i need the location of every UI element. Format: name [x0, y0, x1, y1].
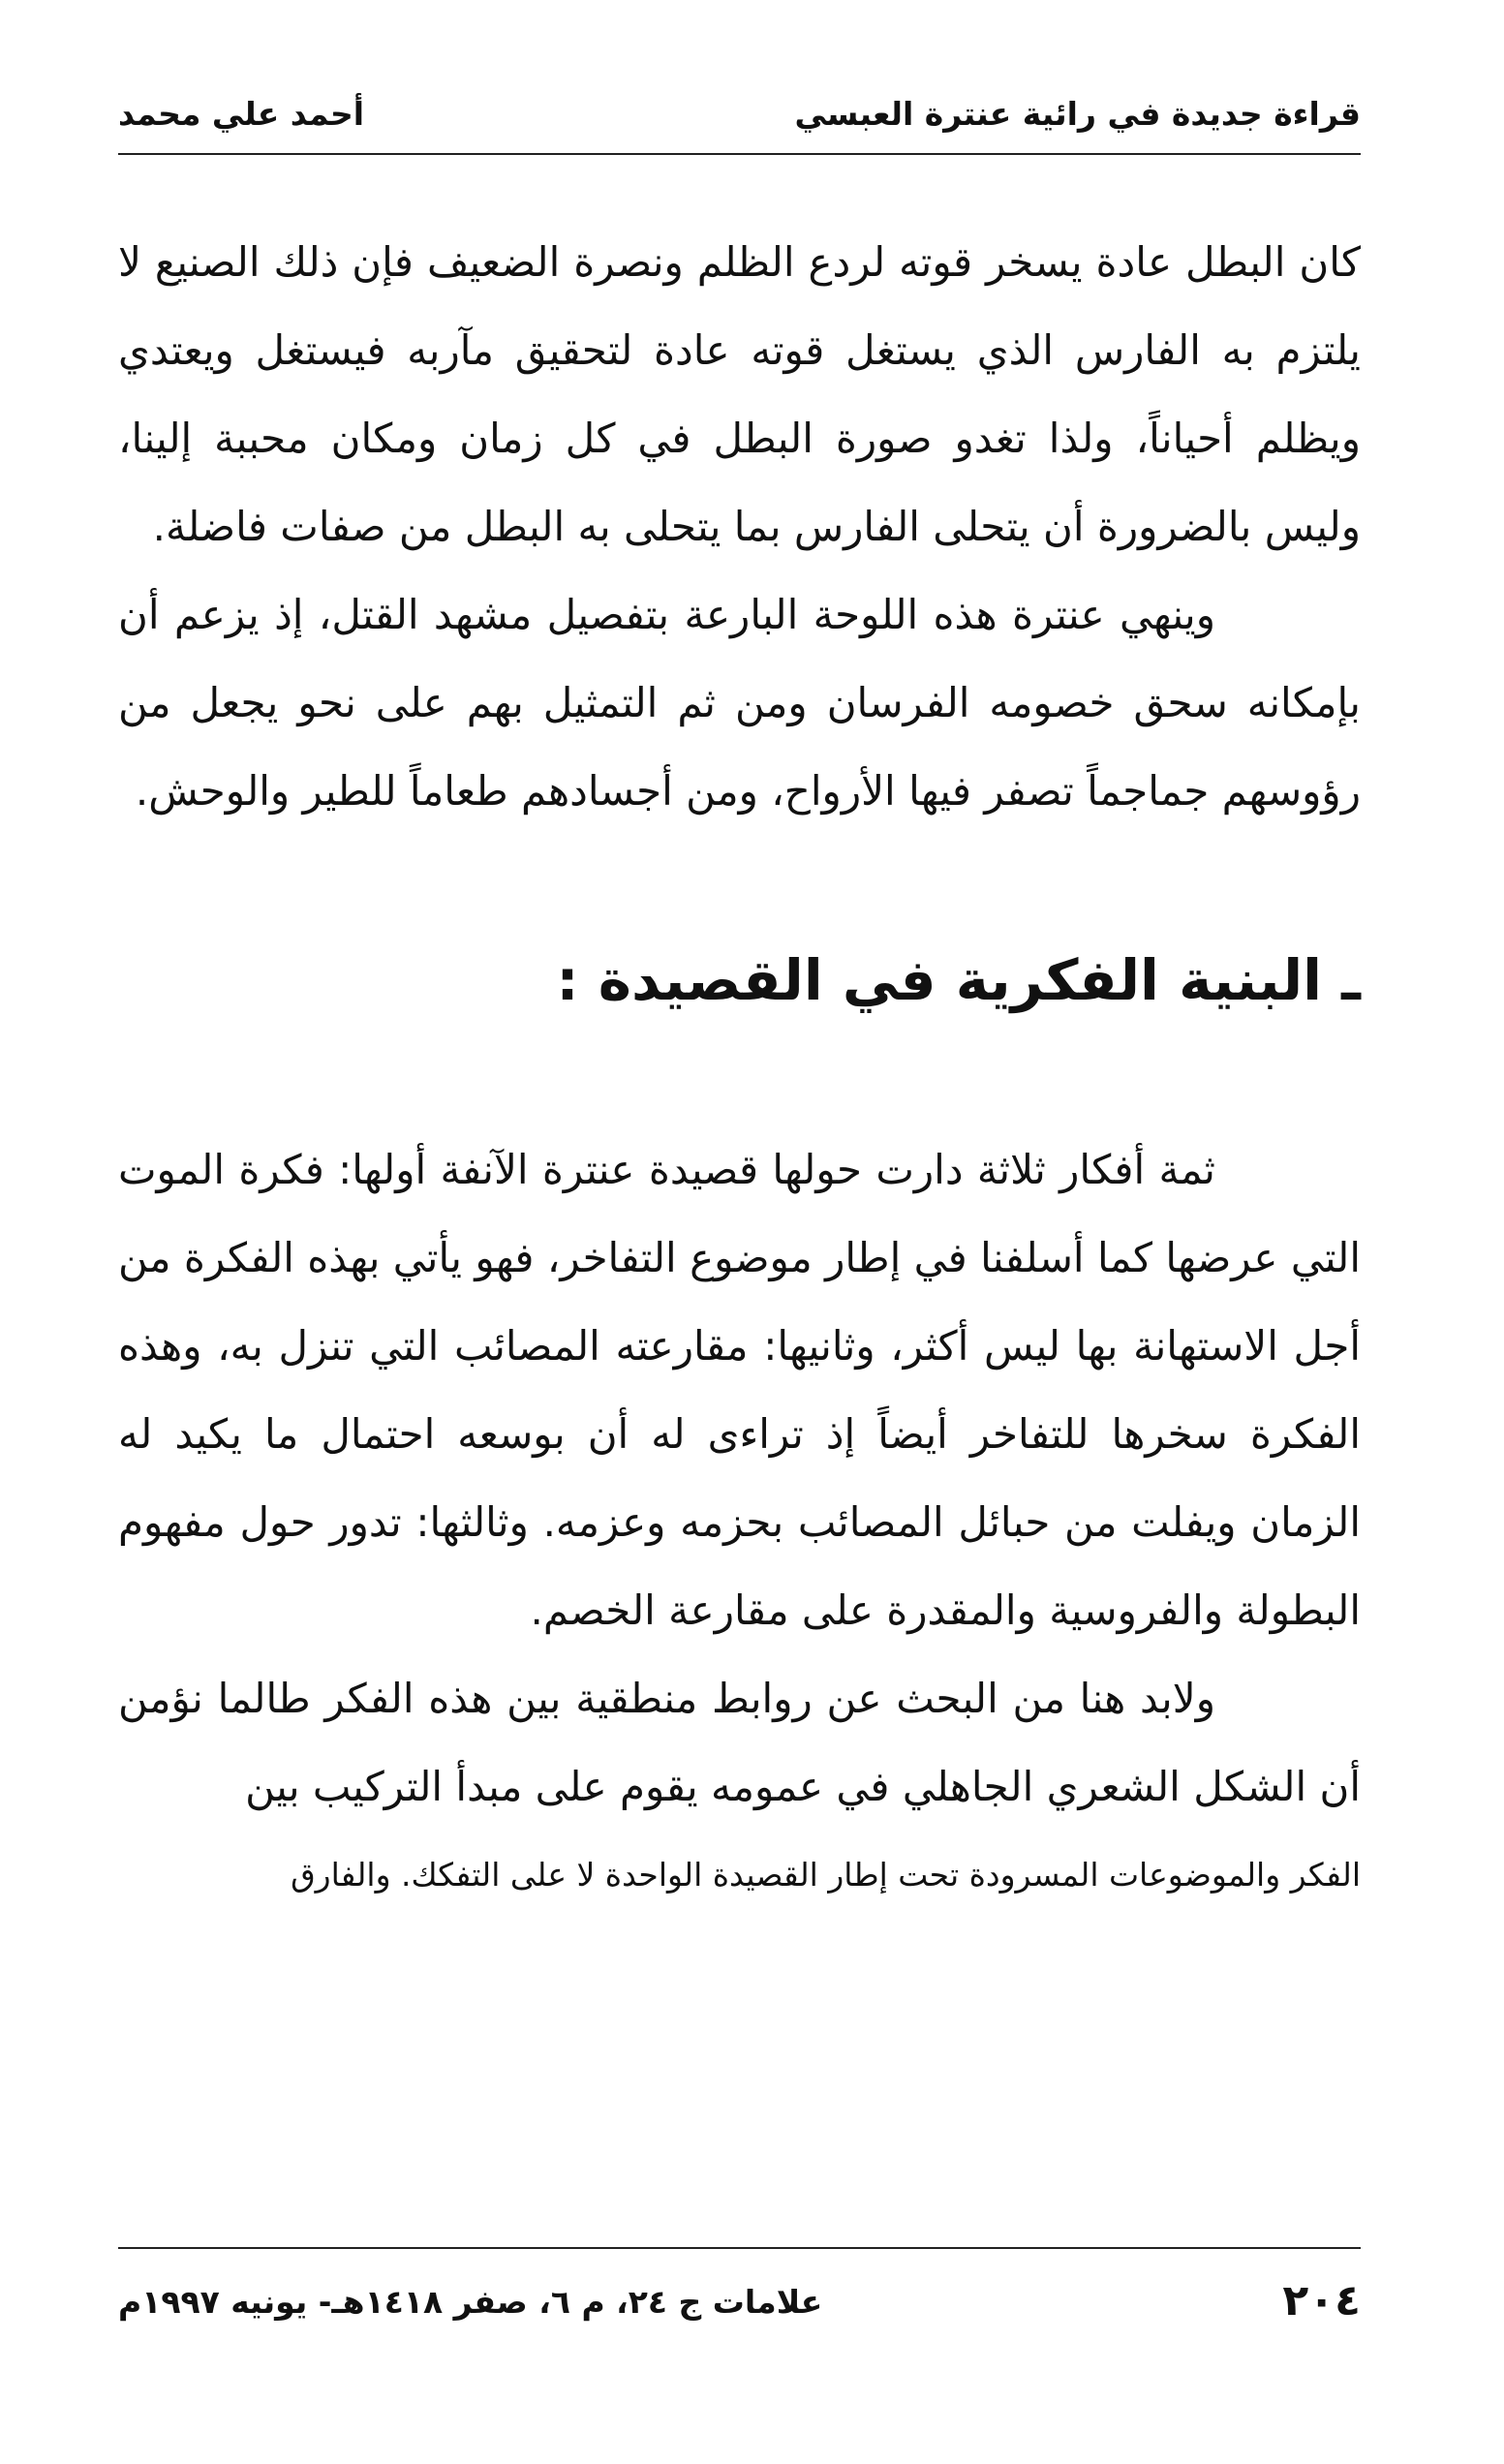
running-header — [118, 85, 1361, 155]
header-author: أحمد علي محمد — [118, 95, 365, 133]
paragraph-hero-vs-knight: كان البطل عادة يسخر قوته لردع الظلم ونصرة الضعيف فإن ذلك الصنيع لا يلتزم به الفارس الذي يستغل قوته عادة لتحقيق مآربه فيستغل ويعتدي ويظلم أحياناً، ولذا تغدو صورة البطل في كل زمان ومكان محببة إلينا، وليس بالضرورة أن يتحلى الفارس بما يتحلى به البطل من صفات فاضلة. — [118, 238, 1361, 550]
body-text — [118, 218, 1361, 1919]
paragraph-last-line: الفكر والموضوعات المسرودة تحت إطار القصيدة الواحدة لا على التفكك. والفارق — [291, 1856, 1361, 1894]
page-footer — [118, 2247, 1361, 2325]
paragraph-logical-links: ولابد هنا من البحث عن روابط منطقية بين هذه الفكر طالما نؤمن أن الشكل الشعري الجاهلي في عمومه يقوم على مبدأ التركيب بين — [118, 1675, 1361, 1810]
footer-citation: علامات ج ٢٤، م ٦، صفر ١٤١٨هـ- يونيه ١٩٩٧م — [118, 2283, 823, 2321]
header-title: قراءة جديدة في رائية عنترة العبسي — [794, 95, 1361, 133]
page-number: ٢٠٤ — [1282, 2276, 1361, 2325]
paragraph-killing-scene: وينهي عنترة هذه اللوحة البارعة بتفصيل مشهد القتل، إذ يزعم أن بإمكانه سحق خصومه الفرسان ومن ثم التمثيل بهم على نحو يجعل من رؤوسهم جماجماً تصفر فيها الأرواح، ومن أجسادهم طعاماً للطير والوحش. — [118, 591, 1361, 815]
paragraph-three-ideas: ثمة أفكار ثلاثة دارت حولها قصيدة عنترة الآنفة أولها: فكرة الموت التي عرضها كما أسلفنا في إطار موضوع التفاخر، فهو يأتي بهذه الفكرة من أجل الاستهانة بها ليس أكثر، وثانيها: مقارعته المصائب التي تنزل به، وهذه الفكرة سخرها للتفاخر أيضاً إذ تراءى له أن بوسعه احتمال ما يكيد له الزمان ويفلت من حبائل المصائب بحزمه وعزمه. وثالثها: تدور حول مفهوم البطولة والفروسية والمقدرة على مقارعة الخصم. — [118, 1146, 1361, 1634]
section-heading: ـ البنية الفكرية في القصيدة : — [556, 947, 1361, 1013]
